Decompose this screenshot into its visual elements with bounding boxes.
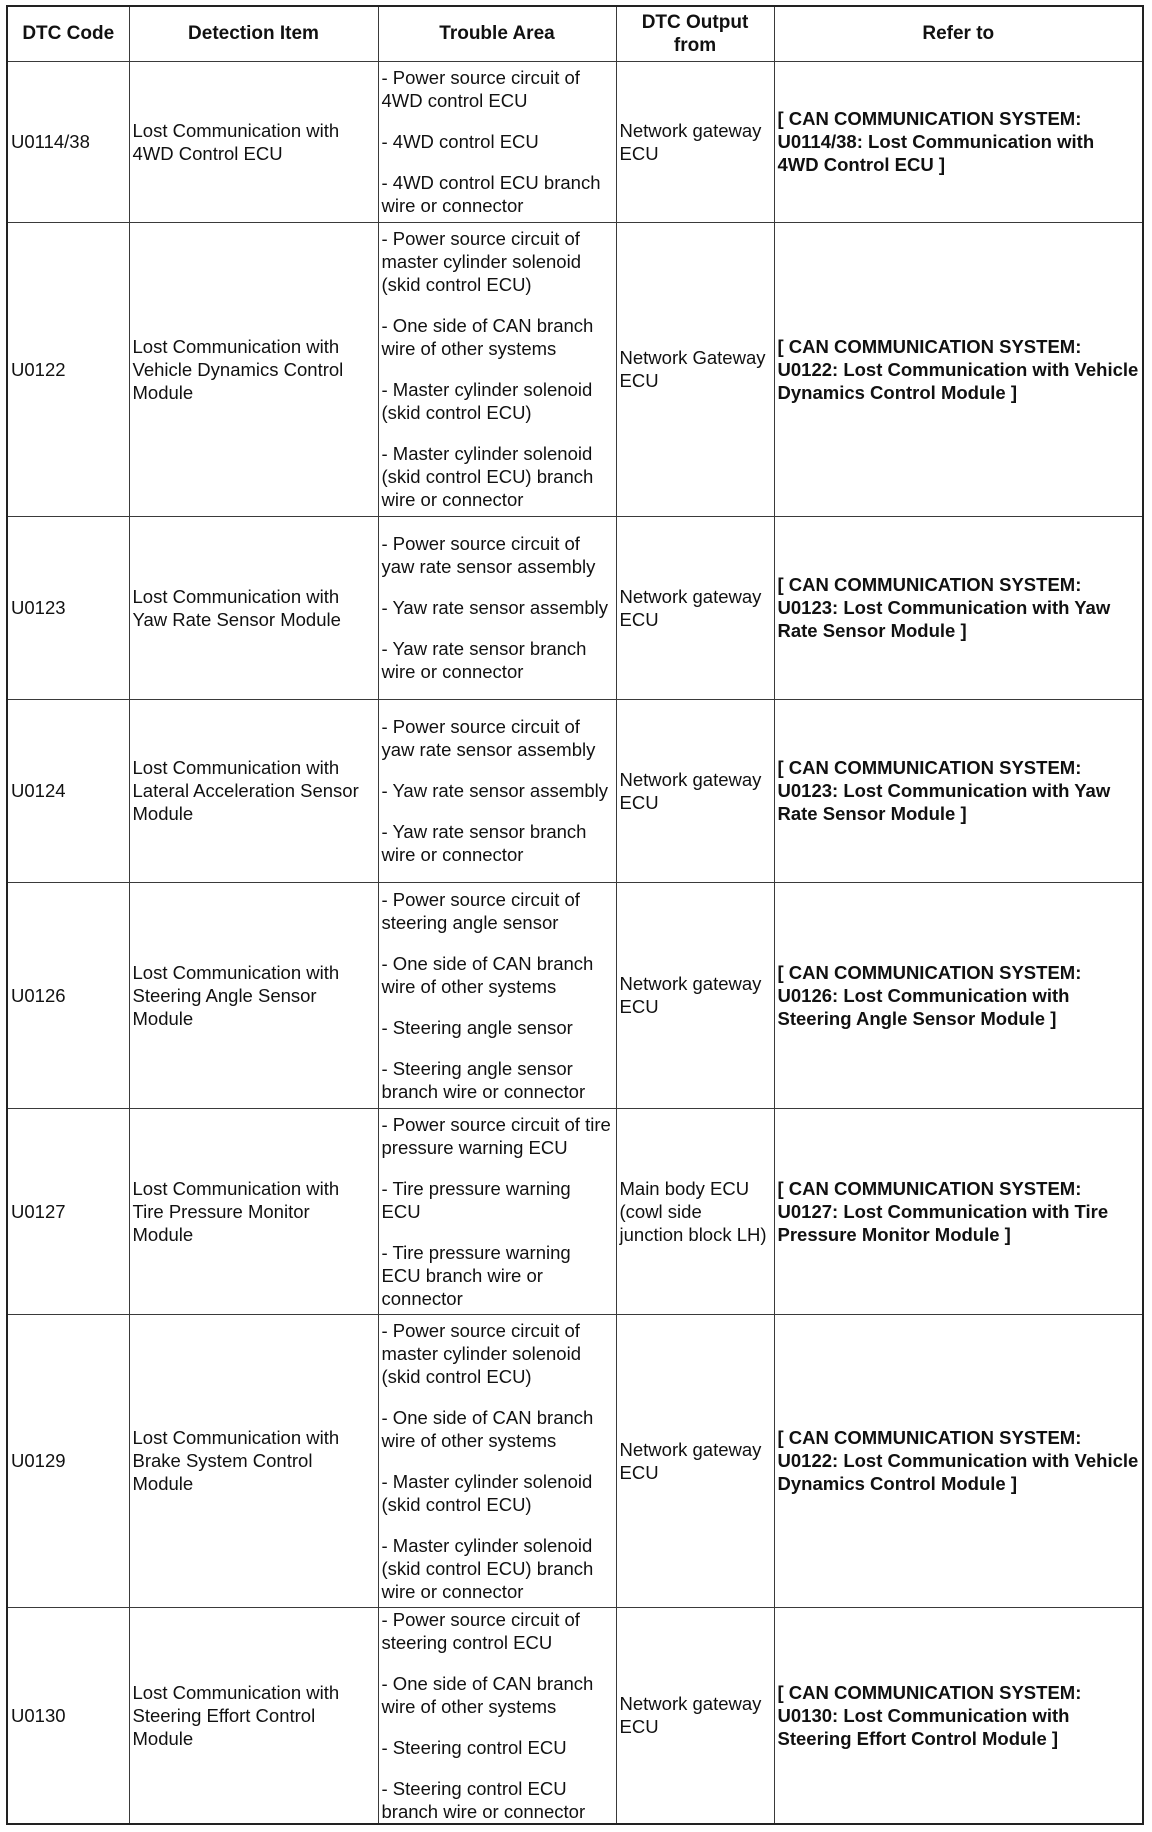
trouble-area-line: - Steering control ECU branch wire or connector xyxy=(381,1777,586,1822)
trouble-area-line: - Power source circuit of master cylinder solenoid (skid control ECU) xyxy=(381,228,581,295)
refer-link[interactable]: [ CAN COMMUNICATION SYSTEM: U0114/38: Lost Communication with 4WD Control ECU ] xyxy=(774,61,1143,222)
trouble-area xyxy=(378,1108,616,1314)
trouble-area-line: - Power source circuit of yaw rate sensor assembly xyxy=(381,716,596,760)
trouble-area-line: - Yaw rate sensor assembly xyxy=(381,780,609,801)
table-row xyxy=(7,516,1143,699)
header-detection-item: Detection Item xyxy=(129,6,378,61)
detection-item: Lost Communication with Tire Pressure Monitor Module xyxy=(129,1108,378,1314)
trouble-area-line: - One side of CAN branch wire of other systems xyxy=(381,1672,594,1717)
trouble-area-line: - Yaw rate sensor branch wire or connector xyxy=(381,638,587,682)
dtc-code: U0114/38 xyxy=(7,61,129,222)
dtc-output: Network gateway ECU xyxy=(616,1314,774,1607)
dtc-table xyxy=(6,5,1144,1825)
detection-item: Lost Communication with Brake System Control Module xyxy=(129,1314,378,1607)
table-row xyxy=(7,699,1143,882)
detection-item: Lost Communication with Lateral Acceleration Sensor Module xyxy=(129,699,378,882)
dtc-code: U0129 xyxy=(7,1314,129,1607)
trouble-area-line: - Tire pressure warning ECU xyxy=(381,1177,571,1222)
trouble-area-line: - One side of CAN branch wire of other systems xyxy=(381,1406,594,1451)
detection-item: Lost Communication with Steering Angle Sensor Module xyxy=(129,882,378,1108)
detection-item: Lost Communication with Vehicle Dynamics Control Module xyxy=(129,222,378,516)
detection-item: Lost Communication with Steering Effort Control Module xyxy=(129,1607,378,1824)
table-row xyxy=(7,1314,1143,1607)
refer-link[interactable]: [ CAN COMMUNICATION SYSTEM: U0127: Lost Communication with Tire Pressure Monitor Module ] xyxy=(774,1108,1143,1314)
table-row xyxy=(7,61,1143,222)
dtc-output: Network gateway ECU xyxy=(616,516,774,699)
table-row xyxy=(7,882,1143,1108)
header-dtc-output-from: DTC Output from xyxy=(616,6,774,61)
trouble-area-line: - Master cylinder solenoid (skid control ECU) xyxy=(381,379,593,423)
trouble-area xyxy=(378,222,616,516)
refer-link[interactable]: [ CAN COMMUNICATION SYSTEM: U0123: Lost Communication with Yaw Rate Sensor Module ] xyxy=(774,516,1143,699)
trouble-area-line: - Yaw rate sensor assembly xyxy=(381,597,609,618)
dtc-code: U0127 xyxy=(7,1108,129,1314)
dtc-output: Network gateway ECU xyxy=(616,699,774,882)
refer-link[interactable]: [ CAN COMMUNICATION SYSTEM: U0130: Lost Communication with Steering Effort Control Module ] xyxy=(774,1607,1143,1824)
trouble-area-line: - Power source circuit of yaw rate sensor assembly xyxy=(381,533,596,577)
dtc-output: Network gateway ECU xyxy=(616,882,774,1108)
trouble-area xyxy=(378,516,616,699)
dtc-output: Main body ECU (cowl side junction block LH) xyxy=(616,1108,774,1314)
trouble-area-line: - Steering angle sensor xyxy=(381,1016,573,1038)
trouble-area-line: - Power source circuit of tire pressure warning ECU xyxy=(381,1113,611,1158)
trouble-area-line: - Master cylinder solenoid (skid control ECU) branch wire or connector xyxy=(381,443,594,510)
refer-link[interactable]: [ CAN COMMUNICATION SYSTEM: U0122: Lost Communication with Vehicle Dynamics Control Module ] xyxy=(774,1314,1143,1607)
header-dtc-code: DTC Code xyxy=(7,6,129,61)
header-row xyxy=(7,6,1143,61)
dtc-output: Network gateway ECU xyxy=(616,61,774,222)
header-refer-to: Refer to xyxy=(774,6,1143,61)
table-row xyxy=(7,1607,1143,1824)
detection-item: Lost Communication with Yaw Rate Sensor Module xyxy=(129,516,378,699)
header-trouble-area: Trouble Area xyxy=(378,6,616,61)
dtc-output: Network Gateway ECU xyxy=(616,222,774,516)
refer-link[interactable]: [ CAN COMMUNICATION SYSTEM: U0123: Lost Communication with Yaw Rate Sensor Module ] xyxy=(774,699,1143,882)
dtc-code: U0123 xyxy=(7,516,129,699)
trouble-area-line: - Power source circuit of steering angle sensor xyxy=(381,888,580,933)
refer-link[interactable]: [ CAN COMMUNICATION SYSTEM: U0122: Lost Communication with Vehicle Dynamics Control Module ] xyxy=(774,222,1143,516)
dtc-code: U0126 xyxy=(7,882,129,1108)
trouble-area-line: - Power source circuit of master cylinder solenoid (skid control ECU) xyxy=(381,1319,581,1387)
trouble-area-line: - Steering angle sensor branch wire or connector xyxy=(381,1057,586,1102)
refer-link[interactable]: [ CAN COMMUNICATION SYSTEM: U0126: Lost Communication with Steering Angle Sensor Module ] xyxy=(774,882,1143,1108)
trouble-area-line: - One side of CAN branch wire of other systems xyxy=(381,315,594,359)
table-row xyxy=(7,1108,1143,1314)
dtc-output: Network gateway ECU xyxy=(616,1607,774,1824)
trouble-area-line: - Power source circuit of 4WD control ECU xyxy=(381,67,580,111)
trouble-area-line: - One side of CAN branch wire of other systems xyxy=(381,952,594,997)
trouble-area xyxy=(378,61,616,222)
trouble-area-line: - 4WD control ECU branch wire or connector xyxy=(381,172,601,216)
trouble-area xyxy=(378,1314,616,1607)
trouble-area-line: - Tire pressure warning ECU branch wire or connector xyxy=(381,1241,571,1309)
trouble-area-line: - Power source circuit of steering control ECU xyxy=(381,1608,580,1653)
trouble-area xyxy=(378,882,616,1108)
detection-item: Lost Communication with 4WD Control ECU xyxy=(129,61,378,222)
trouble-area-line: - Yaw rate sensor branch wire or connector xyxy=(381,821,587,865)
trouble-area-line: - Steering control ECU xyxy=(381,1736,567,1758)
dtc-code: U0122 xyxy=(7,222,129,516)
trouble-area xyxy=(378,699,616,882)
trouble-area xyxy=(378,1607,616,1824)
trouble-area-line: - Master cylinder solenoid (skid control ECU) xyxy=(381,1470,593,1515)
dtc-code: U0124 xyxy=(7,699,129,882)
dtc-code: U0130 xyxy=(7,1607,129,1824)
trouble-area-line: - 4WD control ECU xyxy=(381,131,539,152)
trouble-area-line: - Master cylinder solenoid (skid control ECU) branch wire or connector xyxy=(381,1534,594,1602)
table-row xyxy=(7,222,1143,516)
